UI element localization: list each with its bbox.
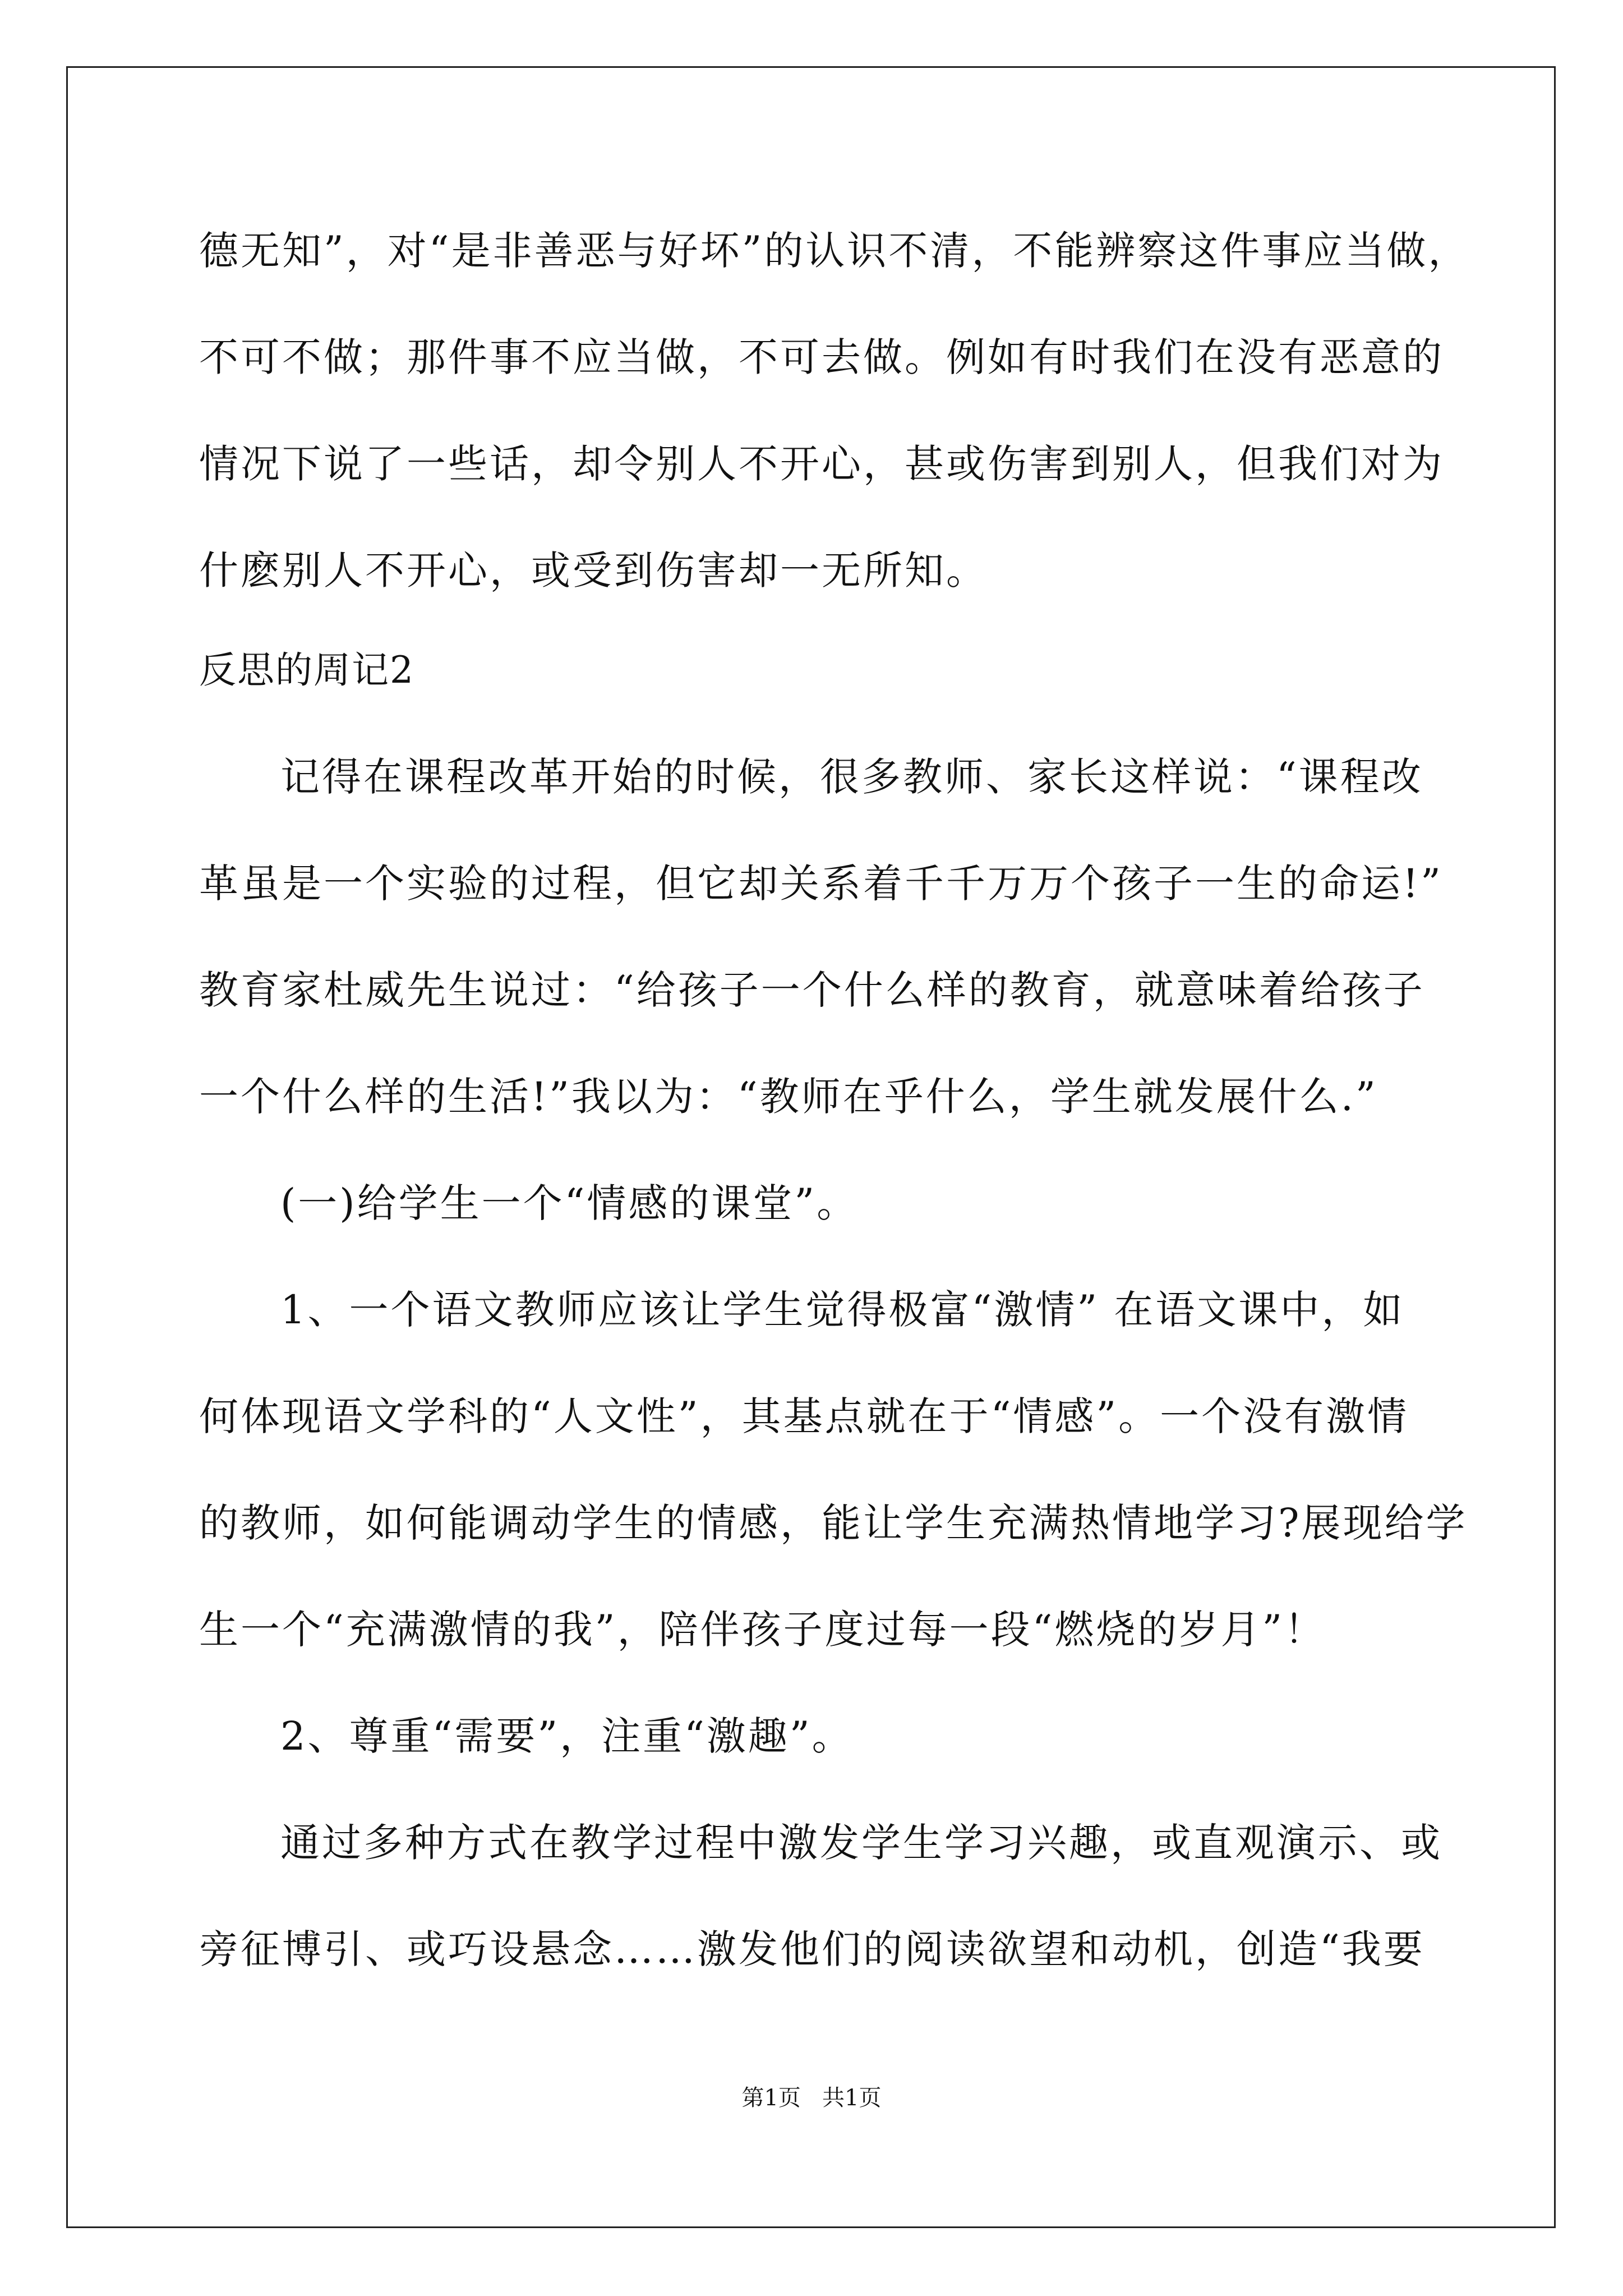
paragraph-line-4: 什麽别人不开心，或受到伤害却一无所知。 <box>199 547 988 593</box>
paragraph-line-8: 教育家杜威先生说过：“给孩子一个什么样的教育，就意味着给孩子 <box>199 967 1425 1013</box>
paragraph-line-7: 革虽是一个实验的过程，但它却关系着千千万万个孩子一生的命运!” <box>199 861 1443 907</box>
paragraph-line-3: 情况下说了一些话，却令别人不开心，甚或伤害到别人，但我们对为 <box>199 441 1444 487</box>
paragraph-line-12: 何体现语文学科的“人文性”，其基点就在于“情感”。一个没有激情 <box>199 1393 1409 1439</box>
paragraph-line-6: 记得在课程改革开始的时候，很多教师、家长这样说：“课程改 <box>280 754 1423 800</box>
paragraph-line-16: 通过多种方式在教学过程中激发学生学习兴趣，或直观演示、或 <box>280 1820 1442 1866</box>
page-footer: 第1页 共1页 <box>741 2085 882 2111</box>
paragraph-line-11: 1、一个语文教师应该让学生觉得极富“激情” 在语文课中，如 <box>280 1287 1405 1333</box>
paragraph-line-1: 德无知”，对“是非善恶与好坏”的认识不清，不能辨察这件事应当做， <box>199 228 1470 274</box>
paragraph-line-17: 旁征博引、或巧设悬念……激发他们的阅读欲望和动机，创造“我要 <box>199 1926 1425 1972</box>
subheading-line: (一)给学生一个“情感的课堂”。 <box>280 1180 859 1226</box>
paragraph-line-15: 2、尊重“需要”，注重“激趣”。 <box>280 1713 854 1759</box>
page-border <box>66 66 1556 2228</box>
section-heading: 反思的周记2 <box>199 648 414 692</box>
paragraph-line-14: 生一个“充满激情的我”，陪伴孩子度过每一段“燃烧的岁月”！ <box>199 1607 1326 1653</box>
paragraph-line-13: 的教师，如何能调动学生的情感，能让学生充满热情地学习?展现给学 <box>199 1500 1468 1546</box>
paragraph-line-9: 一个什么样的生活!”我以为：“教师在乎什么，学生就发展什么.” <box>199 1074 1378 1120</box>
paragraph-line-2: 不可不做；那件事不应当做，不可去做。例如有时我们在没有恶意的 <box>199 334 1444 380</box>
